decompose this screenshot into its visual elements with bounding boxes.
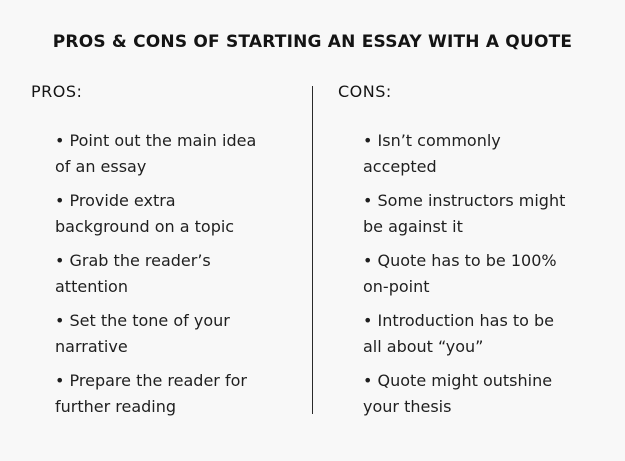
list-item: [55, 248, 256, 308]
cons-heading: CONS:: [338, 82, 392, 101]
list-item-line: • Isn’t commonly: [363, 131, 501, 150]
list-item-line: narrative: [55, 337, 128, 356]
list-item-line: attention: [55, 277, 128, 296]
list-item-line: • Grab the reader’s: [55, 251, 211, 270]
page-title: PROS & CONS OF STARTING AN ESSAY WITH A QUOTE: [52, 32, 573, 52]
list-item: [55, 128, 256, 188]
list-item: [363, 188, 565, 248]
pros-list: [55, 128, 256, 428]
list-item-line: be against it: [363, 217, 463, 236]
list-item-line: on-point: [363, 277, 430, 296]
list-item-line: accepted: [363, 157, 437, 176]
list-item: [363, 368, 565, 428]
list-item: [55, 308, 256, 368]
list-item: [55, 368, 256, 428]
list-item-line: all about “you”: [363, 337, 484, 356]
list-item-line: background on a topic: [55, 217, 235, 236]
list-item-line: further reading: [55, 397, 177, 416]
list-item-line: • Quote has to be 100%: [363, 251, 557, 270]
pros-heading: PROS:: [31, 82, 83, 101]
list-item-line: • Some instructors might: [363, 191, 566, 210]
list-item: [363, 248, 565, 308]
list-item: [363, 308, 565, 368]
list-item-line: your thesis: [363, 397, 452, 416]
list-item-line: • Prepare the reader for: [55, 371, 247, 390]
list-item-line: • Set the tone of your: [55, 311, 230, 330]
list-item-line: • Point out the main idea: [55, 131, 257, 150]
cons-list: [363, 128, 565, 428]
list-item-line: • Quote might outshine: [363, 371, 553, 390]
list-item-line: • Introduction has to be: [363, 311, 555, 330]
list-item: [363, 128, 565, 188]
list-item-line: of an essay: [55, 157, 147, 176]
column-divider: [312, 86, 313, 414]
list-item: [55, 188, 256, 248]
list-item-line: • Provide extra: [55, 191, 176, 210]
